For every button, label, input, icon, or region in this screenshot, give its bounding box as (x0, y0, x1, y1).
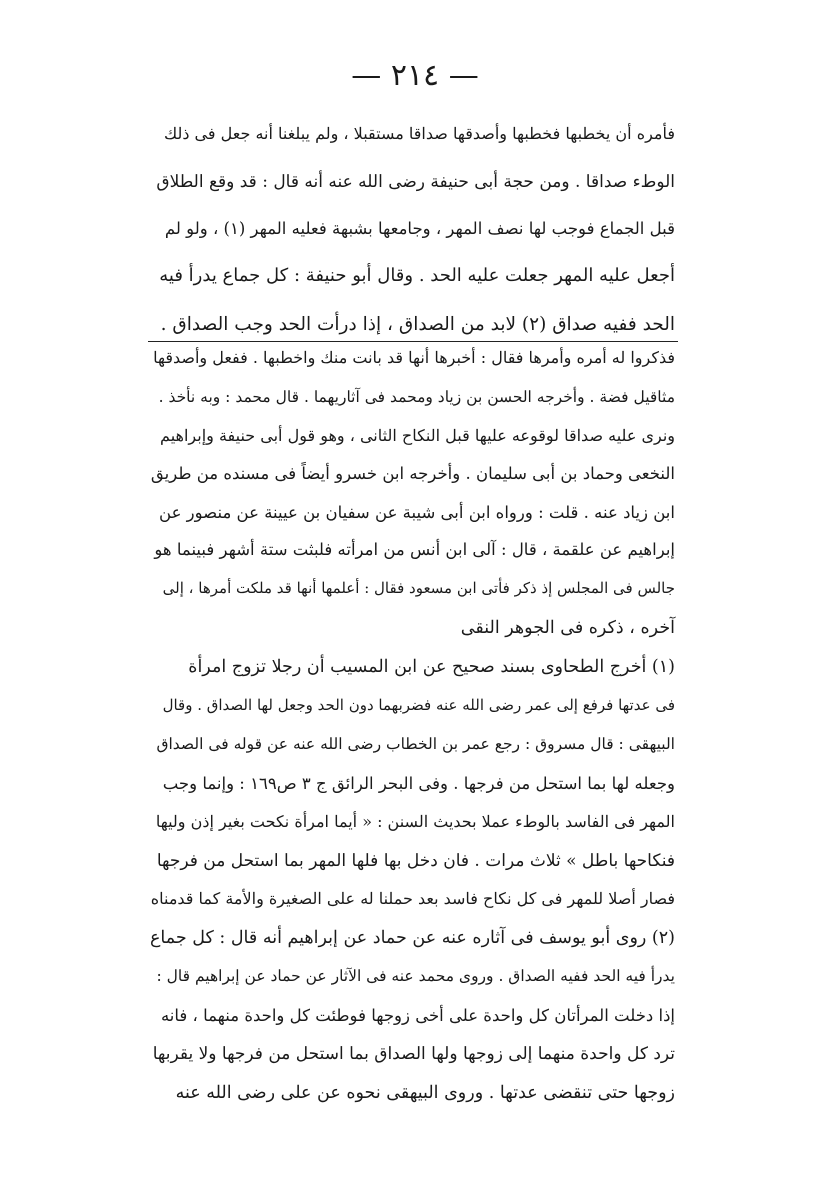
footnote-line: ونرى عليه صداقا لوقوعه عليها قبل النكاح الثانى ، وهو قول أبى حنيفة وإبراهيم (160, 426, 675, 445)
main-text-line: الحد ففيه صداق (٢) لابد من الصداق ، إذا درأت الحد وجب الصداق . (160, 314, 675, 335)
footnote-line: المهر فى الفاسد بالوطء عملا بحديث السنن : « أيما امرأة نكحت بغير إذن وليها (155, 812, 675, 831)
footnote-line: ابن زياد عنه . قلت : ورواه ابن أبى شيبة عن سفيان بن عيينة عن منصور عن (159, 503, 675, 522)
main-text-line: أجعل عليه المهر جعلت عليه الحد . وقال أبو حنيفة : كل جماع يدرأ فيه (159, 265, 675, 286)
main-text-line: الوطء صداقا . ومن حجة أبى حنيفة رضى الله عنه أنه قال : قد وقع الطلاق (156, 172, 675, 192)
footnote-line: فنكاحها باطل » ثلاث مرات . فان دخل بها فلها المهر بما استحل من فرجها (156, 851, 675, 871)
footnote-line: زوجها حتى تنقضى عدتها . وروى البيهقى نحوه عن على رضى الله عنه (175, 1083, 675, 1103)
footnote-line: مثاقيل فضة . وأخرجه الحسن بن زياد ومحمد فى آثاريهما . قال محمد : وبه نأخذ . (158, 388, 675, 406)
main-text-line: قبل الجماع فوجب لها نصف المهر ، وجامعها بشبهة فعليه المهر (١) ، ولو لم (164, 219, 675, 238)
footnote-line: إذا دخلت المرأتان كل واحدة على أخى زوجها فوطئت كل واحدة منهما ، فانه (160, 1006, 675, 1025)
footnote-line: ترد كل واحدة منهما إلى زوجها ولها الصداق بما استحل من فرجها ولا يقربها (152, 1044, 675, 1064)
page-number: — ٢١٤ — (351, 58, 479, 93)
footnote-line: البيهقى : قال مسروق : رجع عمر بن الخطاب رضى الله عنه عن قوله فى الصداق (156, 735, 675, 753)
footnote-line: فذكروا له أمره وأمرها فقال : أخبرها أنها قد بانت منك واخطبها . ففعل وأصدقها (153, 348, 675, 367)
footnote-line: يدرأ فيه الحد ففيه الصداق . وروى محمد عنه فى الآثار عن حماد عن إبراهيم قال : (156, 967, 675, 985)
footnote-separator (148, 341, 678, 342)
footnote-line: فى عدتها فرفع إلى عمر رضى الله عنه فضربهما دون الحد وجعل لها الصداق . وقال (162, 696, 675, 714)
footnote-line: النخعى وحماد بن أبى سليمان . وأخرجه ابن خسرو أيضاً فى مسنده من طريق (150, 464, 675, 483)
footnote-line: آخره ، ذكره فى الجوهر النقى (460, 618, 675, 638)
footnote-line: (١) أخرج الطحاوى بسند صحيح عن ابن المسيب أن رجلا تزوج امرأة (188, 657, 675, 677)
footnote-line: وجعله لها بما استحل من فرجها . وفى البحر الرائق ج ٣ ص١٦٩ : وإنما وجب (162, 774, 675, 793)
footnote-line: (٢) روى أبو يوسف فى آثاره عنه عن حماد عن إبراهيم أنه قال : كل جماع (149, 928, 675, 948)
footnote-line: جالس فى المجلس إذ ذكر فأتى ابن مسعود فقال : أعلمها أنها قد ملكت أمرها ، إلى (162, 579, 675, 597)
main-text-line: فأمره أن يخطبها فخطبها وأصدقها صداقا مستقبلا ، ولم يبلغنا أنه جعل فى ذلك (163, 124, 675, 143)
footnote-line: إبراهيم عن علقمة ، قال : آلى ابن أنس من امرأته فلبثت ستة أشهر فبينما هو (154, 540, 675, 559)
footnote-line: فصار أصلا للمهر فى كل نكاح فاسد بعد حملنا له على الصغيرة والأمة كما قدمناه (150, 889, 675, 908)
